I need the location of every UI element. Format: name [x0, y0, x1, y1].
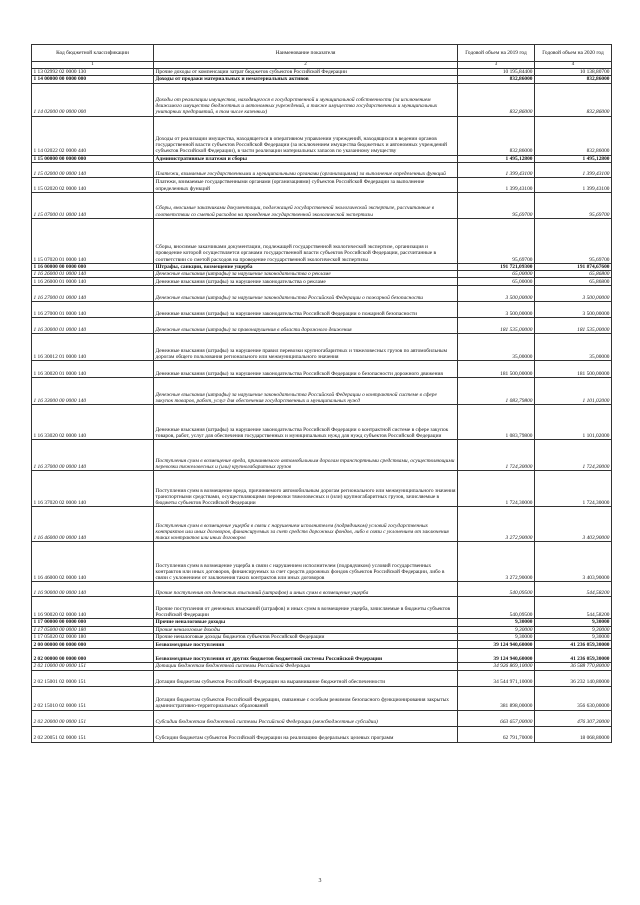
budget-code-cell: 1 16 00000 00 0000 000: [32, 263, 154, 270]
budget-code-cell: 1 16 30020 01 0000 140: [32, 361, 154, 378]
table-row: [32, 286, 612, 302]
budget-code-cell: 2 02 00000 00 0000 000: [32, 649, 154, 663]
budget-code-cell: 2 00 00000 00 0000 000: [32, 641, 154, 649]
budget-code-cell: 1 16 27000 01 0000 140: [32, 302, 154, 318]
budget-code-cell: 1 17 05000 00 0000 180: [32, 626, 154, 633]
budget-code-cell: 1 15 07020 01 0000 140: [32, 218, 154, 263]
value-2019-cell: 832,86000: [458, 76, 535, 83]
table-row: [32, 597, 612, 619]
budget-code-cell: 1 14 00000 00 0000 000: [32, 76, 154, 83]
value-2019-cell: 39 124 940,60000: [458, 641, 535, 649]
budget-code-cell: 1 17 00000 00 0000 000: [32, 619, 154, 626]
budget-code-cell: 2 02 20000 00 0000 151: [32, 710, 154, 726]
value-2019-cell: 3 500,00000: [458, 302, 535, 318]
budget-code-cell: 1 16 90000 00 0000 140: [32, 582, 154, 597]
indicator-name-cell: Безвозмездные поступления: [154, 641, 458, 649]
budget-code-cell: 1 16 46000 02 0000 140: [32, 542, 154, 582]
value-2020-cell: 544,58200: [535, 597, 612, 619]
budget-code-cell: 2 02 15010 02 0000 151: [32, 686, 154, 710]
col-number: 4: [535, 62, 612, 69]
table-row: [32, 155, 612, 162]
value-2019-cell: 381 898,00000: [458, 686, 535, 710]
indicator-name-cell: Дотации бюджетам субъектов Российской Федерации на выравнивание бюджетной обеспеченности: [154, 670, 458, 686]
table-row: [32, 378, 612, 405]
budget-code-cell: 1 15 07000 01 0000 140: [32, 192, 154, 218]
budget-code-cell: 1 16 27000 01 0000 140: [32, 286, 154, 302]
value-2020-cell: 95,69700: [535, 192, 612, 218]
indicator-name-cell: Штрафы, санкции, возмещение ущерба: [154, 263, 458, 270]
value-2020-cell: 3 500,00000: [535, 286, 612, 302]
value-2019-cell: 1 724,30000: [458, 440, 535, 471]
value-2019-cell: 39 124 940,60000: [458, 649, 535, 663]
budget-code-cell: 2 02 20051 02 0000 151: [32, 726, 154, 742]
indicator-name-cell: Денежные взыскания (штрафы) за нарушение законодательства Российской Федерации о контрактной системе в сфере закупок товаров, работ, услуг для обеспечения государственных и муниципальных нужд: [154, 378, 458, 405]
value-2019-cell: 9,30000: [458, 619, 535, 626]
value-2019-cell: 832,86000: [458, 83, 535, 116]
table-row: [32, 710, 612, 726]
table-row: [32, 649, 612, 663]
table-row: [32, 626, 612, 633]
value-2020-cell: 476 307,30000: [535, 710, 612, 726]
value-2020-cell: 9,30000: [535, 626, 612, 633]
table-row: [32, 634, 612, 641]
indicator-name-cell: Денежные взыскания (штрафы) за нарушение законодательства о рекламе: [154, 278, 458, 286]
budget-code-cell: 1 15 00000 00 0000 000: [32, 155, 154, 162]
value-2020-cell: 832,86000: [535, 76, 612, 83]
budget-code-cell: 1 15 02000 00 0000 140: [32, 162, 154, 177]
indicator-name-cell: Доходы от реализации имущества, находящегося в государственной и муниципальной собственности (за исключением движимого имущества бюджетных и автономных учреждений, а также имущества государственных и муниципальных унитарных предприятий, в том числе казенных): [154, 83, 458, 116]
value-2019-cell: 34 544 971,10000: [458, 670, 535, 686]
column-number-row: [32, 62, 612, 69]
table-header-row: [32, 45, 612, 62]
indicator-name-cell: Поступления сумм в возмещение вреда, причиняемого автомобильным дорогам регионального или межмуниципального значения транспортными средствами, осуществляющими перевозки тяжеловесных и (или) крупногабаритных грузов, зачисляемые в бюджеты субъектов Российской Федерации: [154, 471, 458, 507]
table-row: [32, 83, 612, 116]
budget-code-cell: 1 16 37020 02 0000 140: [32, 471, 154, 507]
table-row: [32, 641, 612, 649]
table-row: [32, 726, 612, 742]
value-2020-cell: 41 236 059,30000: [535, 649, 612, 663]
col-number: 3: [458, 62, 535, 69]
budget-code-cell: 1 16 26000 01 0000 140: [32, 278, 154, 286]
value-2020-cell: 1 724,30000: [535, 440, 612, 471]
table-row: [32, 271, 612, 278]
indicator-name-cell: Денежные взыскания (штрафы) за нарушение законодательства Российской Федерации о пожарной безопасности: [154, 302, 458, 318]
indicator-name-cell: Поступления сумм в возмещение вреда, причиняемого автомобильным дорогам транспортными средствами, осуществляющими перевозки тяжеловесных и (или) крупногабаритных грузов: [154, 440, 458, 471]
indicator-name-cell: Прочие поступления от денежных взысканий (штрафов) и иных сумм в возмещение ущерба, зачисляемые в бюджеты субъектов Российской Федерации: [154, 597, 458, 619]
document-page: [31, 44, 611, 743]
value-2019-cell: 191 721,09300: [458, 263, 535, 270]
value-2020-cell: 95,69700: [535, 218, 612, 263]
budget-code-cell: 2 02 10000 00 0000 151: [32, 663, 154, 670]
value-2019-cell: 663 657,00000: [458, 710, 535, 726]
value-2019-cell: 181 500,00000: [458, 361, 535, 378]
indicator-name-cell: Сборы, вносимые заказчиками документации, подлежащей государственной экологической экспертизе, организация и проведение которой осуществляется органами государственной власти субъектов Российской Федерации, рассчитанные в соответствии со сметой расходов на проведение государственной экологической экспертизы: [154, 218, 458, 263]
value-2020-cell: 9,30000: [535, 619, 612, 626]
value-2020-cell: 3 403,90000: [535, 542, 612, 582]
value-2019-cell: 540,09500: [458, 597, 535, 619]
table-row: [32, 177, 612, 192]
value-2020-cell: 1 724,30000: [535, 471, 612, 507]
table-row: [32, 116, 612, 155]
budget-code-cell: 1 16 37000 00 0000 140: [32, 440, 154, 471]
value-2020-cell: 356 630,00000: [535, 686, 612, 710]
indicator-name-cell: Поступления сумм в возмещение ущерба в связи с нарушением исполнителем (подрядчиком) условий государственных контрактов или иных договоров, финансируемых за счет средств дорожных фондов, либо в связи с уклонением от заключения таких контрактов или иных договоров: [154, 507, 458, 542]
header-2020: Годовой объем на 2020 год: [535, 45, 612, 62]
indicator-name-cell: Денежные взыскания (штрафы) за нарушение правил перевозки крупногабаритных и тяжеловесных грузов по автомобильным дорогам общего пользования регионального или межмуниципального значения: [154, 334, 458, 361]
table-row: [32, 263, 612, 270]
indicator-name-cell: Денежные взыскания (штрафы) за нарушение законодательства Российской Федерации о безопасности дорожного движения: [154, 361, 458, 378]
table-row: [32, 361, 612, 378]
budget-code-cell: 1 16 26000 01 0000 140: [32, 271, 154, 278]
value-2020-cell: 3 403,90000: [535, 507, 612, 542]
table-row: [32, 686, 612, 710]
indicator-name-cell: Дотации бюджетам бюджетной системы Российской Федерации: [154, 663, 458, 670]
value-2020-cell: 1 101,02000: [535, 405, 612, 440]
budget-code-cell: 1 14 02000 00 0000 000: [32, 83, 154, 116]
header-2019: Годовой объем на 2019 год: [458, 45, 535, 62]
value-2020-cell: 41 236 059,30000: [535, 641, 612, 649]
table-row: [32, 318, 612, 334]
value-2019-cell: 34 926 869,10000: [458, 663, 535, 670]
col-number: 2: [154, 62, 458, 69]
value-2019-cell: 95,69700: [458, 192, 535, 218]
value-2019-cell: 181 535,00000: [458, 318, 535, 334]
table-row: [32, 334, 612, 361]
value-2020-cell: 3 500,00000: [535, 302, 612, 318]
value-2019-cell: 1 083,79800: [458, 378, 535, 405]
indicator-name-cell: Прочие неналоговые доходы: [154, 626, 458, 633]
value-2020-cell: 181 535,00000: [535, 318, 612, 334]
value-2019-cell: 832,86000: [458, 116, 535, 155]
value-2019-cell: 1 724,30000: [458, 471, 535, 507]
value-2019-cell: 3 272,90000: [458, 542, 535, 582]
value-2020-cell: 832,86000: [535, 116, 612, 155]
indicator-name-cell: Платежи, взимаемые государственными органами (организациями) субъектов Российской Федерации за выполнение определенных функций: [154, 177, 458, 192]
indicator-name-cell: Безвозмездные поступления от других бюджетов бюджетной системы Российской Федерации: [154, 649, 458, 663]
table-body: [32, 69, 612, 743]
table-row: [32, 192, 612, 218]
value-2019-cell: 62 791,70000: [458, 726, 535, 742]
indicator-name-cell: Доходы от реализации имущества, находящегося в оперативном управлении учреждений, находящихся в ведении органов государственной власти субъектов Российской Федерации (за исключением имущества бюджетных и автономных учреждений субъектов Российской Федерации), в части реализации материальных запасов по указанному имуществу: [154, 116, 458, 155]
table-row: [32, 440, 612, 471]
budget-code-cell: 1 16 30012 01 0000 140: [32, 334, 154, 361]
value-2019-cell: 65,00000: [458, 278, 535, 286]
table-row: [32, 663, 612, 670]
value-2019-cell: 1 399,43100: [458, 162, 535, 177]
value-2019-cell: 1 495,12800: [458, 155, 535, 162]
value-2019-cell: 9,30000: [458, 626, 535, 633]
table-row: [32, 471, 612, 507]
header-name: Наименование показателя: [154, 45, 458, 62]
value-2020-cell: 36 588 770,80000: [535, 663, 612, 670]
value-2020-cell: 1 101,02000: [535, 378, 612, 405]
page-number: 3: [318, 878, 322, 884]
value-2019-cell: 540,09500: [458, 582, 535, 597]
value-2019-cell: 3 500,00000: [458, 286, 535, 302]
budget-code-cell: 2 02 15001 02 0000 151: [32, 670, 154, 686]
indicator-name-cell: Прочие неналоговые доходы бюджетов субъектов Российской Федерации: [154, 634, 458, 641]
value-2020-cell: 1 399,43100: [535, 162, 612, 177]
value-2019-cell: 1 399,43100: [458, 177, 535, 192]
value-2019-cell: 95,69700: [458, 218, 535, 263]
budget-code-cell: 1 17 05020 02 0000 180: [32, 634, 154, 641]
indicator-name-cell: Субсидии бюджетам субъектов Российской Федерации на реализацию федеральных целевых программ: [154, 726, 458, 742]
value-2019-cell: 35,00000: [458, 334, 535, 361]
value-2020-cell: 35,00000: [535, 334, 612, 361]
value-2020-cell: 181 500,00000: [535, 361, 612, 378]
value-2020-cell: 18 068,80000: [535, 726, 612, 742]
table-row: [32, 302, 612, 318]
value-2020-cell: 1 399,43100: [535, 177, 612, 192]
table-row: [32, 69, 612, 76]
budget-code-cell: 1 16 46000 00 0000 140: [32, 507, 154, 542]
indicator-name-cell: Денежные взыскания (штрафы) за нарушение законодательства Российской Федерации о контрактной системе в сфере закупок товаров, работ, услуг для обеспечения государственных и муниципальных нужд для нужд субъектов Российской Федерации: [154, 405, 458, 440]
header-code: Код бюджетной классификации: [32, 45, 154, 62]
indicator-name-cell: Доходы от продажи материальных и нематериальных активов: [154, 76, 458, 83]
table-row: [32, 278, 612, 286]
table-row: [32, 542, 612, 582]
indicator-name-cell: Платежи, взимаемые государственными и муниципальными органами (организациями) за выполнение определенных функций: [154, 162, 458, 177]
table-row: [32, 582, 612, 597]
table-row: [32, 218, 612, 263]
budget-code-cell: 1 16 90020 02 0000 140: [32, 597, 154, 619]
value-2019-cell: 9,30000: [458, 634, 535, 641]
table-row: [32, 405, 612, 440]
indicator-name-cell: Прочие поступления от денежных взысканий (штрафов) и иных сумм в возмещение ущерба: [154, 582, 458, 597]
indicator-name-cell: Прочие доходы от компенсации затрат бюджетов субъектов Российской Федерации: [154, 69, 458, 76]
indicator-name-cell: Денежные взыскания (штрафы) за нарушение законодательства Российской Федерации о пожарной безопасности: [154, 286, 458, 302]
revenue-table: [31, 44, 612, 743]
value-2019-cell: 1 083,79800: [458, 405, 535, 440]
table-row: [32, 507, 612, 542]
indicator-name-cell: Субсидии бюджетам бюджетной системы Российской Федерации (межбюджетные субсидии): [154, 710, 458, 726]
value-2020-cell: 65,86800: [535, 278, 612, 286]
value-2020-cell: 1 495,12800: [535, 155, 612, 162]
table-row: [32, 670, 612, 686]
value-2020-cell: 832,86000: [535, 83, 612, 116]
table-row: [32, 619, 612, 626]
budget-code-cell: 1 16 33000 00 0000 140: [32, 378, 154, 405]
value-2020-cell: 65,86800: [535, 271, 612, 278]
value-2020-cell: 36 232 140,80000: [535, 670, 612, 686]
indicator-name-cell: Сборы, вносимые заказчиками документации, подлежащей государственной экологической экспертизе, рассчитанные в соответствии со сметой расходов на проведение государственной экологической экспертизы: [154, 192, 458, 218]
table-row: [32, 162, 612, 177]
value-2020-cell: 544,58200: [535, 582, 612, 597]
col-number: 1: [32, 62, 154, 69]
value-2020-cell: 9,30000: [535, 634, 612, 641]
indicator-name-cell: Прочие неналоговые доходы: [154, 619, 458, 626]
indicator-name-cell: Административные платежи и сборы: [154, 155, 458, 162]
value-2019-cell: 65,00000: [458, 271, 535, 278]
table-row: [32, 76, 612, 83]
budget-code-cell: 1 16 33020 02 0000 140: [32, 405, 154, 440]
indicator-name-cell: Поступления сумм в возмещение ущерба в связи с нарушением исполнителем (подрядчиком) условий государственных контрактов или иных договоров, финансируемых за счет средств дорожных фондов субъектов Российской Федерации, либо в связи с уклонением от заключения таких контрактов или иных договоров: [154, 542, 458, 582]
budget-code-cell: 1 14 02022 02 0000 440: [32, 116, 154, 155]
budget-code-cell: 1 15 02020 02 0000 140: [32, 177, 154, 192]
value-2019-cell: 3 272,90000: [458, 507, 535, 542]
budget-code-cell: 1 16 30000 01 0000 140: [32, 318, 154, 334]
indicator-name-cell: Денежные взыскания (штрафы) за нарушение законодательства о рекламе: [154, 271, 458, 278]
value-2019-cell: 10 195,84400: [458, 69, 535, 76]
indicator-name-cell: Дотации бюджетам субъектов Российской Федерации, связанные с особым режимом безопасного функционирования закрытых административно-территориальных образований: [154, 686, 458, 710]
value-2020-cell: 191 874,67600: [535, 263, 612, 270]
indicator-name-cell: Денежные взыскания (штрафы) за правонарушения в области дорожного движения: [154, 318, 458, 334]
budget-code-cell: 1 13 02992 02 0000 130: [32, 69, 154, 76]
value-2020-cell: 10 138,80700: [535, 69, 612, 76]
